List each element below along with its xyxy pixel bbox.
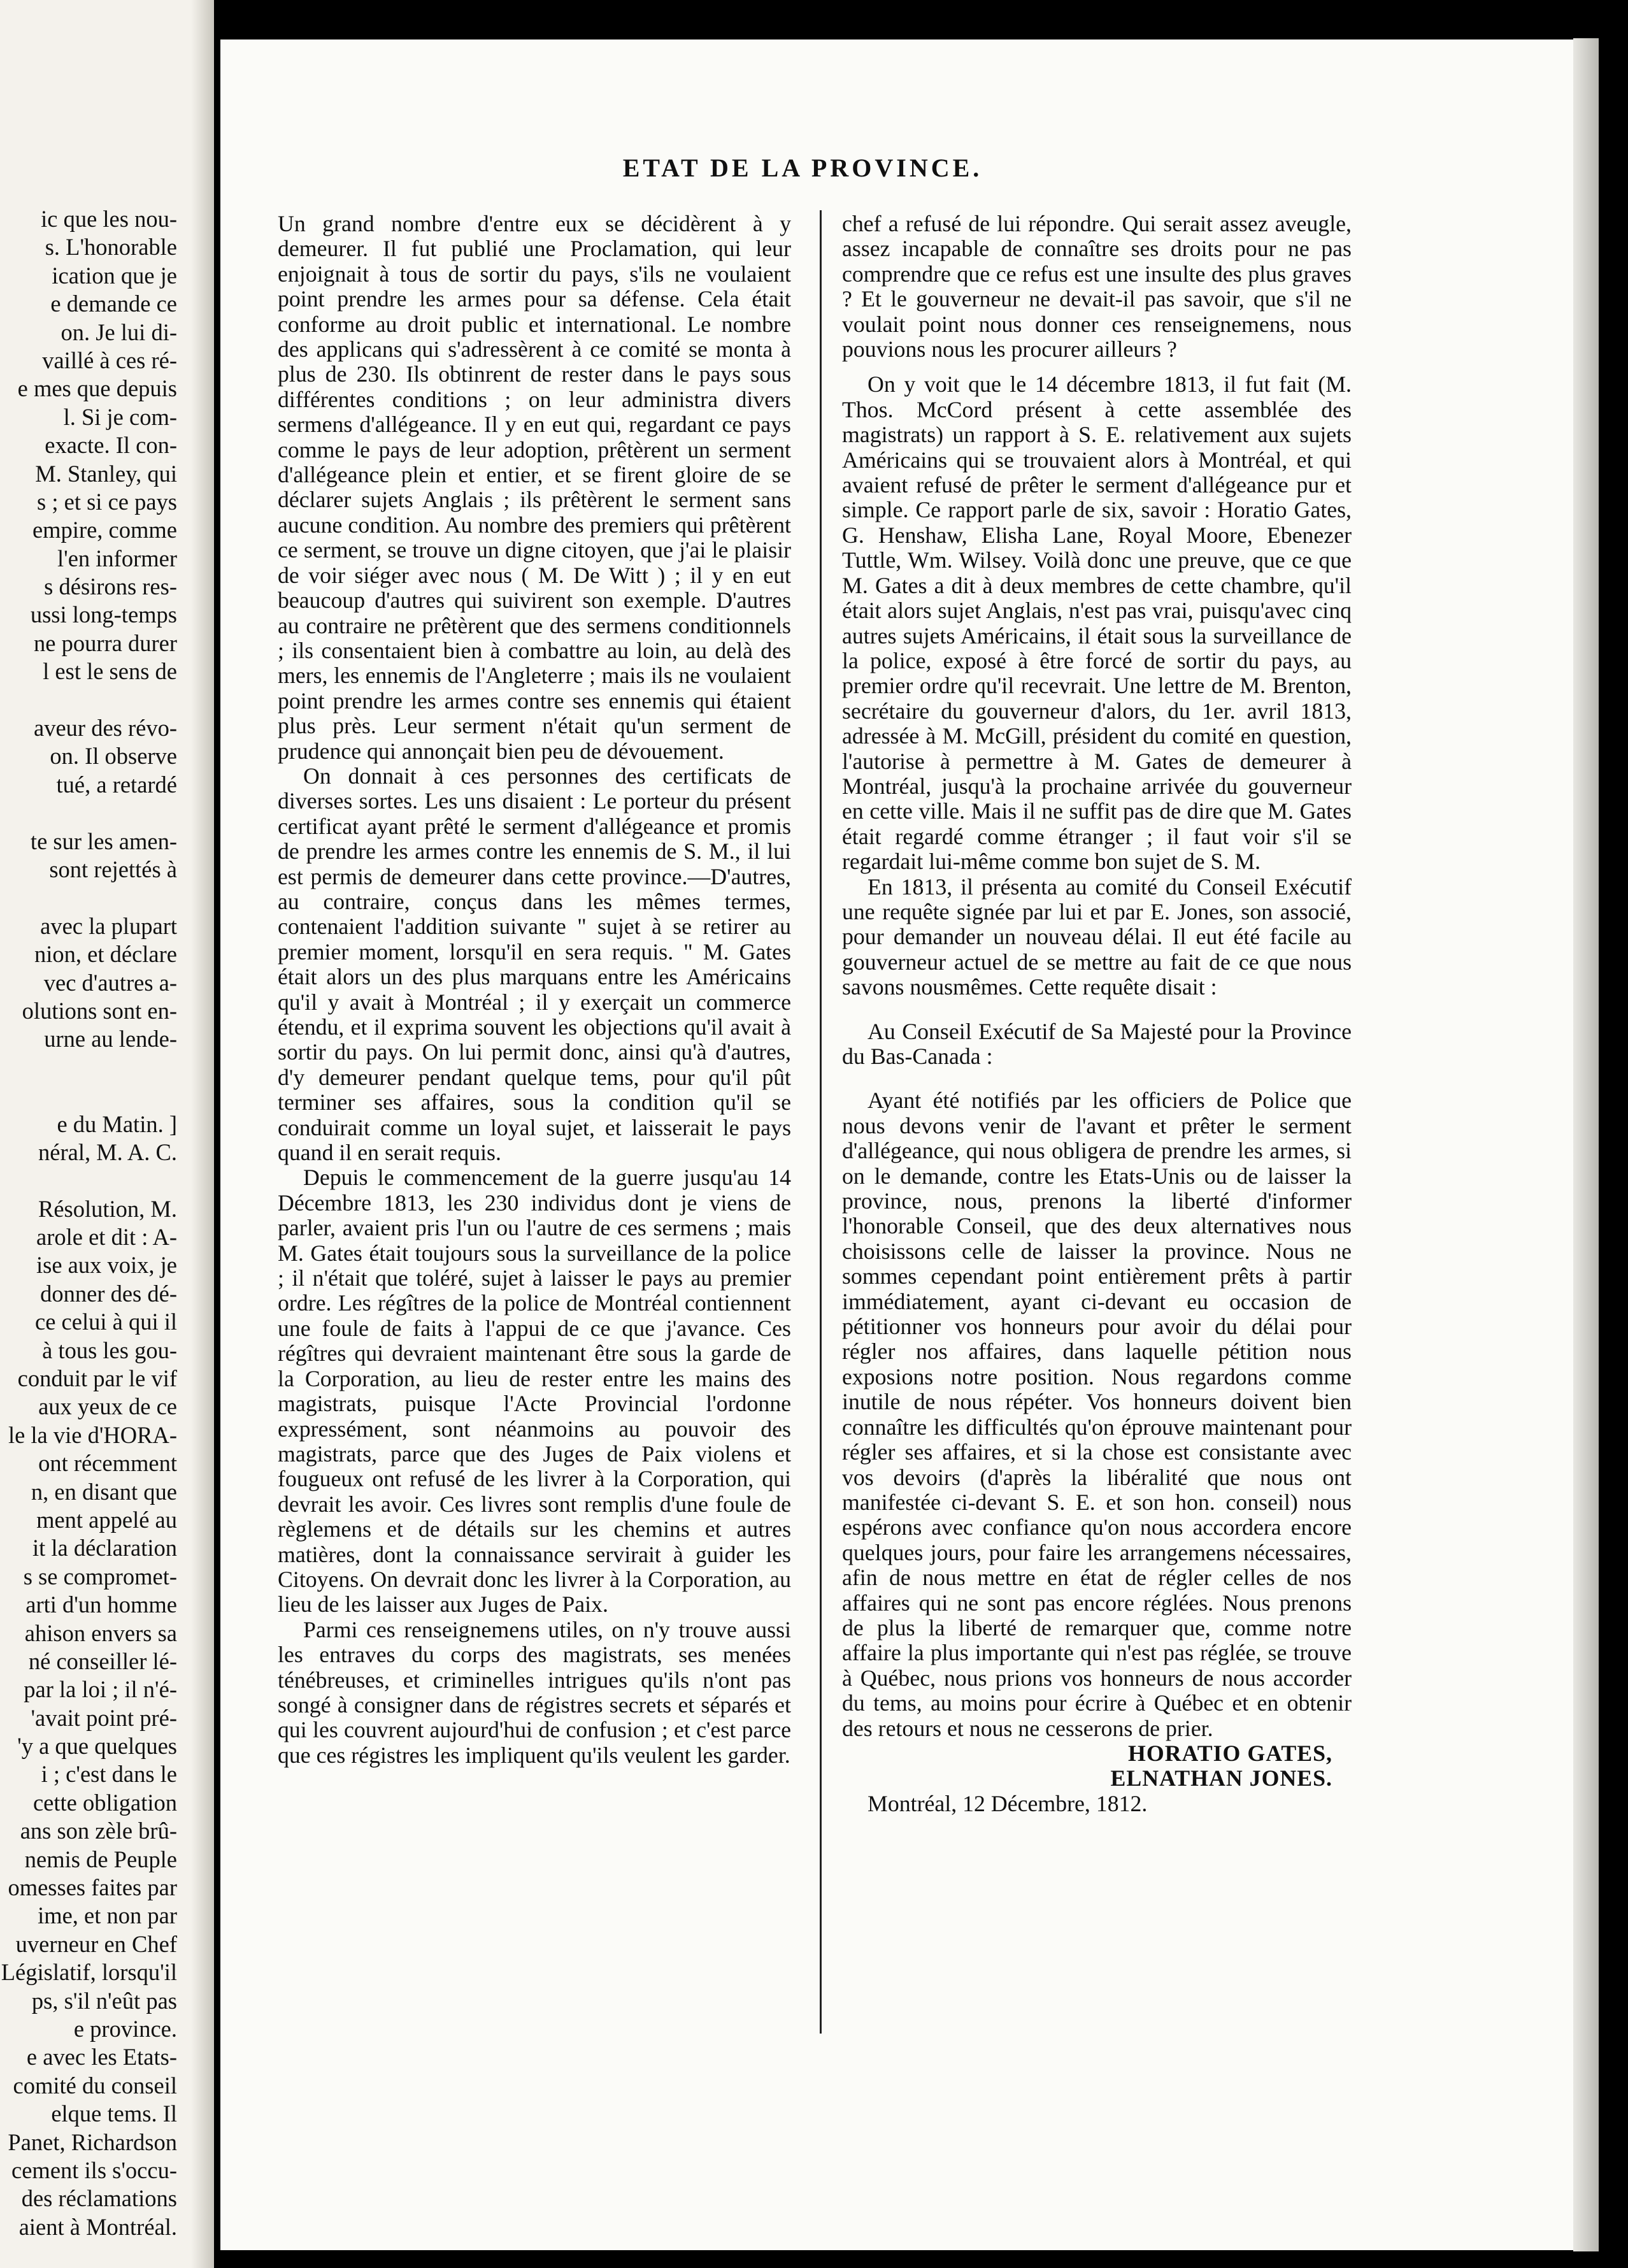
left-page-line: aveur des révo- — [34, 715, 177, 742]
left-page-line: cement ils s'occu- — [11, 2157, 177, 2183]
left-page-line: on. Il observe — [50, 743, 177, 770]
left-page-line: tué, a retardé — [56, 771, 177, 798]
paragraph: Un grand nombre d'entre eux se décidèrent à y demeurer. Il fut publié une Proclamation, qui leur enjoignait à tous de sortir du pays, s'ils ne voulaient point prendre les armes pour sa défense. Cela était conforme au droit public et international. Le nombre des applicans qui s'adressèrent à ce comité se monta à plus de 230. Ils obtinrent de rester dans le pays sous différentes conditions ; on leur administra divers sermens d'allégeance. Il y en eut qui, regardant ce pays comme le pays de leur adoption, prêtèrent un serment d'allégeance plein et entier, et se firent gloire de se déclarer sujets Anglais ; ils prêtèrent le serment sans aucune condition. Au nombre des premiers qui prêtèrent ce serment, se trouve un digne citoyen, que j'ai le plaisir de voir siéger avec nous ( M. De Witt ) ; il y en eut beaucoup d'autres qui suivirent son exemple. D'autres au contraire ne prêtèrent que des sermens conditionnels ; ils consentaient bien à combattre au loin, au delà des mers, les ennemis de l'Angleterre ; mais ils ne voulaient point prendre les armes contre ses ennemis qui étaient plus près. Leur serment n'était qu'un serment de prudence qui annonçait bien peu de dévouement. — [278, 211, 791, 764]
left-page-line: vaillé à ces ré- — [42, 347, 177, 373]
left-page-line: olutions sont en- — [22, 997, 177, 1024]
left-page-line: conduit par le vif — [17, 1365, 177, 1392]
left-page-line: uverneur en Chef — [15, 1930, 177, 1957]
left-page-line: ne pourra durer — [34, 629, 177, 656]
left-page-line: ans son zèle brû- — [20, 1818, 177, 1844]
left-page-line — [0, 1166, 177, 1195]
left-page-line: comité du conseil — [13, 2072, 177, 2099]
left-page-line: omesses faites par — [8, 1874, 177, 1901]
left-page-line: ahison envers sa — [24, 1619, 177, 1646]
paragraph: Parmi ces renseignemens utiles, on n'y trouve aussi les entraves du corps des magistrats, ses menées ténébreuses, et criminelles intrigues qu'ils n'ont pas songé à consigner dans de régistres secrets et séparés et qui les couvrent aujourd'hui de confusion ; et c'est parce que ces régistres les impliquent qu'ils veulent les garder. — [278, 1616, 791, 1768]
petition-text: Ayant été notifiés par les officiers de Police que nous devons venir de l'avant et prêter le serment d'allégeance, qui nous obligera de prendre les armes, si on le demande, contre les Etats-Unis ou de laisser la province, nous, prenons la liberté d'informer l'honorable Conseil, que des deux alternatives nous choisissons celle de laisser la province. Nous ne sommes cependant point entièrement prêts à partir immédiatement, ayant ci-devant eu occasion de pétitionner vos honneurs pour avoir du délai pour régler nos affaires, dans laquelle pétition nous exposions notre position. Nous regardons comme inutile de nous répéter. Vos honneurs doivent bien connaître les difficultés qu'on éprouve maintenant pour régler ses affaires, et si la chose est consistante avec vos devoirs (d'après la libéralité que nous ont manifestée ci-devant S. E. et son hon. conseil) nous espérons avec confiance qu'on nous accordera encore quelques jours, pour faire les arrangemens nécessaires, afin de nous mettre en état de régler celles de nos affaires qui ne sont pas encore réglées. Nous prenons de plus la liberté de remarquer que, comme notre affaire la plus importante qui n'est pas réglée, se trouve à Québec, nous prions vos honneurs de nous accorder du tems, au moins pour écrire à Québec et en obtenir des retours et nous ne cesserons de prier. — [842, 1087, 1352, 1741]
left-page-line — [0, 686, 177, 714]
left-page-line: e mes que depuis — [17, 375, 177, 402]
paragraph: chef a refusé de lui répondre. Qui serait assez aveugle, assez incapable de connaître ses droits pour ne pas comprendre que ce refus est une insulte des plus graves ? Et le gouverneur ne devait-il pas savoir, que s'il ne voulait point nous donner ces renseignemens, nous pouvions nous les procurer ailleurs ? — [842, 211, 1352, 362]
left-page-line: l. Si je com- — [63, 403, 177, 430]
left-page-line: ime, et non par — [38, 1902, 177, 1929]
page-edge — [1573, 38, 1599, 2251]
left-page-line: né conseiller lé- — [28, 1647, 177, 1674]
paragraph: On y voit que le 14 décembre 1813, il fut fait (M. Thos. McCord présent à cette assemblée des magistrats) un rapport à S. E. relativement aux sujets Américains qui se trouvaient alors à Montréal, et qui avaient refusé de prêter le serment d'allégeance pur et simple. Ce rapport parle de six, savoir : Horatio Gates, G. Henshaw, Elisha Lane, Royal Moore, Ebenezer Tuttle, Wm. Wilsey. Voilà donc une preuve, que ce que M. Gates a dit à deux membres de cette chambre, qu'il était alors sujet Anglais, n'est pas vrai, puisqu'avec cinq autres sujets Américains, il était sous la surveillance de la police, exposé à être forcé de sortir du pays, au premier ordre qu'il recevrait. Une lettre de M. Brenton, secrétaire du gouverneur d'alors, du 1er. avril 1813, adressée à M. McGill, président du comité en question, l'autorise à permettre à M. Gates de demeurer à Montréal, jusqu'à la prochaine arrivée du gouverneur en cette ville. Mais il ne suffit pas de dire que M. Gates était regardé comme étranger ; il faut voir s'il se regardait lui-même comme bon sujet de S. M. — [842, 371, 1352, 875]
left-page-line — [0, 1054, 177, 1082]
left-page-line: aient à Montréal. — [18, 2213, 177, 2240]
left-page-line: des réclamations — [21, 2185, 177, 2212]
left-page-line: i ; c'est dans le — [41, 1761, 177, 1788]
text-column-right — [842, 212, 1352, 1816]
date-line: Montréal, 12 Décembre, 1812. — [868, 1790, 1148, 1816]
signature-name: ELNATHAN JONES. — [1110, 1765, 1332, 1791]
left-page-line: te sur les amen- — [30, 828, 177, 854]
left-page-line: ic que les nou- — [41, 206, 177, 232]
left-page-line: l'en informer — [57, 545, 177, 571]
left-page-line: ment appelé au — [36, 1506, 177, 1533]
left-page-line: cette obligation — [32, 1789, 177, 1816]
left-page-line: e demande ce — [50, 291, 177, 317]
paragraph: En 1813, il présenta au comité du Conseil Exécutif une requête signée par lui et par E. Jones, son associé, pour demander un nouveau délai. Il eut été facile au gouverneur actuel de se mettre au fait de ce que nous savons nousmêmes. Cette requête disait : — [842, 873, 1352, 1000]
left-page-line: 'avait point pré- — [31, 1704, 177, 1731]
address-line: Au Conseil Exécutif de Sa Majesté pour la Province du Bas-Canada : — [842, 1018, 1352, 1069]
left-page-text — [0, 205, 177, 2241]
signature-block — [842, 1741, 1352, 1791]
left-page-line: on. Je lui di- — [61, 319, 177, 345]
page-gutter — [191, 0, 214, 2268]
left-page-line: Législatif, lorsqu'il — [1, 1959, 177, 1986]
left-page-line: ce celui à qui il — [35, 1309, 177, 1335]
left-page-line: arole et dit : A- — [36, 1224, 177, 1251]
left-page-line: e du Matin. ] — [57, 1110, 177, 1137]
left-page-line: e province. — [73, 2016, 177, 2042]
left-page-line: n, en disant que — [31, 1478, 177, 1505]
page-title: ETAT DE LA PROVINCE. — [622, 154, 983, 182]
left-page-line: donner des dé- — [40, 1280, 177, 1307]
left-page-line — [0, 1082, 177, 1110]
signature-name: HORATIO GATES, — [1128, 1740, 1332, 1766]
left-page-line: exacte. Il con- — [45, 432, 177, 459]
left-page-line: Résolution, M. — [38, 1195, 177, 1222]
left-page-line: e avec les Etats- — [26, 2044, 177, 2071]
left-page-line: à tous les gou- — [42, 1337, 177, 1363]
left-page-line: s désirons res- — [44, 573, 177, 600]
paragraph: Depuis le commencement de la guerre jusqu'au 14 Décembre 1813, les 230 individus dont je viens de parler, avaient pris l'un ou l'autre de ces sermens ; mais M. Gates était toujours sous la surveillance de la police ; il n'était que toléré, sujet à laisser le pays au premier ordre. Les régîtres de la police de Montréal contiennent une foule de faits à l'appui de ce que j'avance. Ces régîtres qui devraient maintenant être sous la garde de la Corporation, au lieu de rester entre les mains des magistrats, puisque l'Acte Provincial l'ordonne expressément, sont néanmoins au pouvoir des magistrats, parce que des Juges de Paix violens et fougueux ont refusé de les livrer à la Corporation, qui devrait les avoir. Ces livres sont remplis d'une foule de règlemens et de détails sur les chemins et autres matières, dont la connaissance servirait à guider les Citoyens. On devrait donc les livrer à la Corporation, au lieu de les laisser aux Juges de Paix. — [278, 1165, 791, 1618]
left-page-line: le la vie d'HORA- — [8, 1421, 177, 1448]
left-page-line: elque tems. Il — [51, 2100, 177, 2127]
left-page-line: avec la plupart — [40, 912, 177, 939]
left-page-line: empire, comme — [32, 517, 177, 543]
left-page-line: par la loi ; il n'é- — [24, 1676, 177, 1703]
left-page-line: urne au lende- — [44, 1026, 177, 1052]
left-page-line: nion, et déclare — [34, 941, 177, 968]
left-page-line: sont rejettés à — [49, 856, 177, 882]
left-page-line: s se compromet- — [23, 1563, 177, 1590]
left-page-line — [0, 884, 177, 912]
left-page-fragment — [0, 0, 214, 2268]
left-page-line: l est le sens de — [43, 658, 177, 685]
left-page-line: it la déclaration — [32, 1535, 177, 1561]
left-page-line: ise aux voix, je — [36, 1252, 177, 1279]
left-page-line: Panet, Richardson — [8, 2128, 177, 2155]
left-page-line: vec d'autres a- — [43, 969, 177, 996]
left-page-line: M. Stanley, qui — [35, 460, 177, 487]
left-page-line: 'y a que quelques — [17, 1733, 177, 1760]
text-column-left — [278, 212, 791, 1768]
left-page-line: ps, s'il n'eût pas — [31, 1987, 177, 2014]
left-page-line: s ; et si ce pays — [37, 488, 177, 515]
left-page-line: s. L'honorable — [45, 234, 177, 261]
left-page-line — [0, 799, 177, 827]
left-page-line: ont récemment — [38, 1450, 177, 1477]
left-page-line: ication que je — [52, 262, 177, 289]
left-page-line: ussi long-temps — [30, 601, 177, 628]
left-page-line: arti d'un homme — [25, 1591, 177, 1618]
left-page-line: aux yeux de ce — [38, 1393, 177, 1420]
left-page-line: néral, M. A. C. — [38, 1138, 177, 1165]
paragraph: On donnait à ces personnes des certificats de diverses sortes. Les uns disaient : Le porteur du présent certificat ayant prêté le serment d'allégeance et promis de prendre les armes contre les ennemis de S. M., il lui est permis de demeurer dans cette province.—D'autres, au contraire, conçus dans les mêmes termes, contenaient l'addition suivante " sujet à se retirer au premier moment, lorsqu'il en sera requis. " M. Gates était alors un des plus marquans entre les Américains qu'il y avait à Montréal ; il y exerçait un commerce étendu, et il exprima souvent les objections qu'il avait à sortir du pays. On lui permit donc, ainsi qu'à d'autres, d'y demeurer pendant quelque tems, pour qu'il pût terminer ses affaires, sous la condition qu'il se conduirait comme un loyal sujet, et laisserait le pays quand il en serait requis. — [278, 763, 791, 1166]
column-divider — [820, 210, 822, 2034]
left-page-line: nemis de Peuple — [24, 1846, 177, 1872]
